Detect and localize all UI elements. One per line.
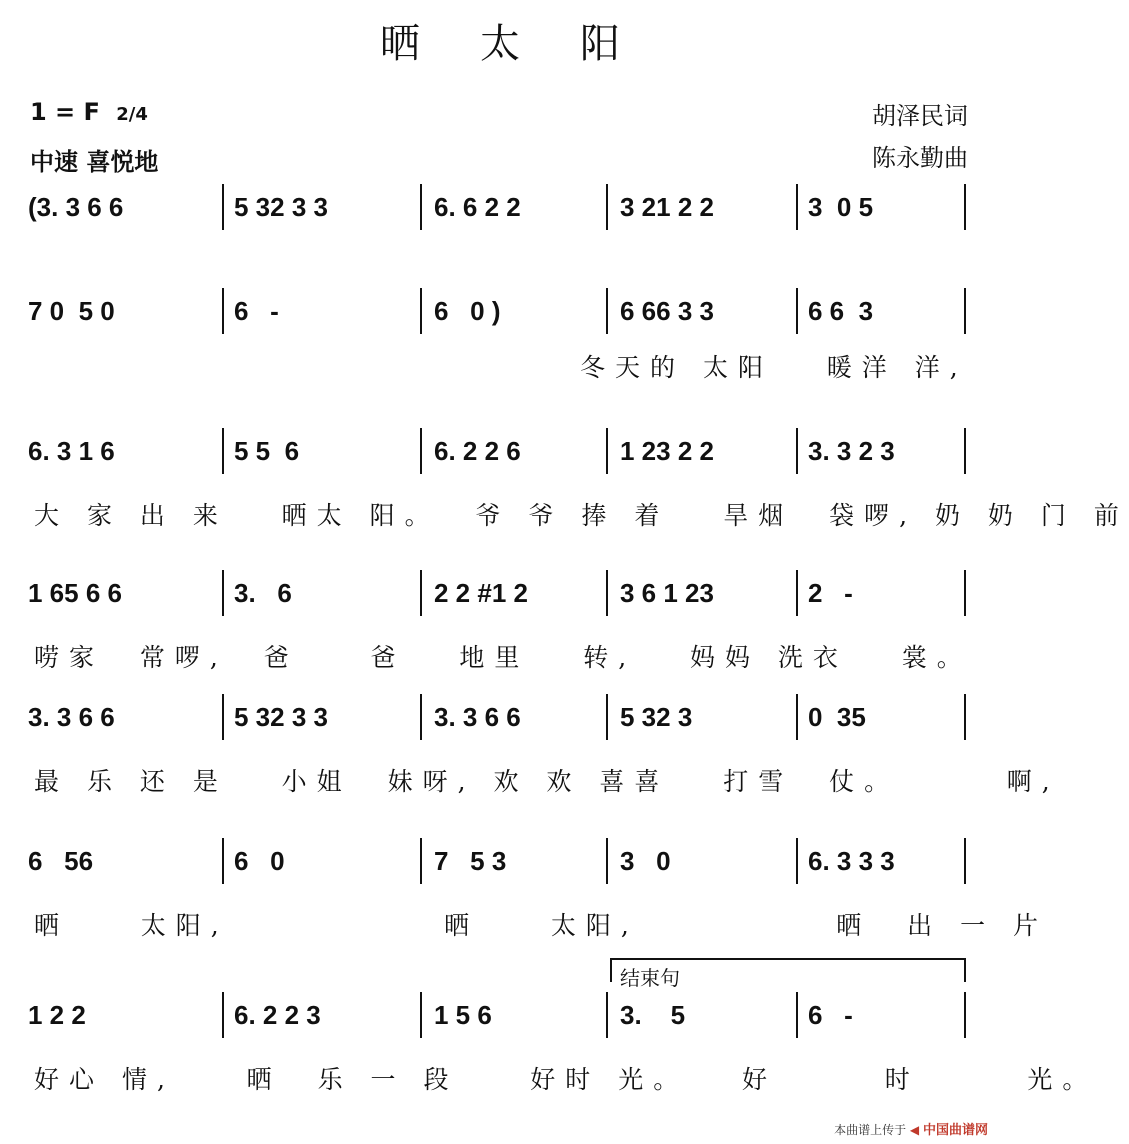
measure-notes: 3. 3 6 6 [434,702,521,732]
bar-line [964,184,966,230]
measure-notes: 3. 6 [234,578,292,608]
bar-line [964,428,966,474]
measure-notes: 6. 3 1 6 [28,436,115,466]
key-label: 1 = F [30,98,100,126]
bar-line [964,288,966,334]
measure-notes: 6 0 [234,846,285,876]
score-line [0,1000,1098,1094]
bar-line [964,838,966,884]
measure-notes: 5 32 3 [620,702,693,732]
bar-line [796,694,798,740]
measure-notes: (3. 3 6 6 [28,192,124,222]
bar-line [420,184,422,230]
song-title: 晒太阳 [380,21,680,67]
measure-notes: 6. 2 2 6 [434,436,521,466]
bar-line [420,838,422,884]
tempo-marking: 中速 喜悦地 [30,148,159,176]
ending-label: 结束句 [620,966,680,990]
measure-notes: 6 6 3 [808,296,874,326]
composer-credit: 陈永勤曲 [872,144,968,172]
measure-notes: 3 0 [620,846,671,876]
bar-line [222,570,224,616]
lyrics-line: 晒 太阳, 晒 太阳, 晒 出 一 片 [34,911,1049,940]
bar-line [420,694,422,740]
measure-notes: 3. 3 2 3 [808,436,895,466]
measure-notes: 6 - [808,1000,853,1030]
lyrics-line: 最 乐 还 是 小姐 妹呀, 欢 欢 喜喜 打雪 仗。 啊, [34,767,1060,796]
bar-line [222,694,224,740]
measure-notes: 1 23 2 2 [620,436,714,466]
footer-credit [834,1119,988,1138]
footer-brand: 中国曲谱网 [922,1123,988,1138]
bar-line [796,184,798,230]
footer-text: 本曲谱上传于 [834,1123,907,1137]
score-line [0,578,1000,672]
measure-notes: 6. 2 2 3 [234,1000,321,1030]
bar-line [222,838,224,884]
measure-notes: 6. 6 2 2 [434,192,521,222]
bar-line [222,992,224,1038]
bar-line [606,428,608,474]
measure-notes: 2 - [808,578,853,608]
measure-notes: 0 35 [808,702,866,732]
ending-bracket [610,958,966,990]
bar-line [222,428,224,474]
measure-notes: 1 65 6 6 [28,578,122,608]
lyricist-credit: 胡泽民词 [872,102,968,130]
measure-notes: 5 5 6 [234,436,300,466]
bar-line [964,694,966,740]
bar-line [606,184,608,230]
measure-notes: 3. 5 [620,1000,686,1030]
measure-notes: 5 32 3 3 [234,192,328,222]
score-line [0,436,1129,530]
time-signature: 2/4 [116,104,148,125]
measure-notes: 3. 3 6 6 [28,702,115,732]
measure-notes: 1 5 6 [434,1000,492,1030]
measure-notes: 1 2 2 [28,1000,86,1030]
bar-line [420,428,422,474]
bar-line [606,992,608,1038]
key-signature [30,98,148,126]
measure-notes: 6 56 [28,846,94,876]
bar-line [420,288,422,334]
bar-line [420,992,422,1038]
measure-notes: 7 0 5 0 [28,296,115,326]
bar-line [420,570,422,616]
bar-line [222,288,224,334]
bar-line [796,288,798,334]
score-line [0,192,1000,272]
score-line [0,702,1060,796]
measure-notes: 6 - [234,296,279,326]
bar-line [796,838,798,884]
bar-line [606,288,608,334]
bar-line [606,694,608,740]
measure-notes: 3 21 2 2 [620,192,714,222]
bar-line [964,992,966,1038]
lyrics-line: 冬天的 太阳 暖洋 洋, [580,353,968,382]
measure-notes: 6. 3 3 3 [808,846,895,876]
measure-notes: 5 32 3 3 [234,702,328,732]
measure-notes: 2 2 #1 2 [434,578,528,608]
bar-line [796,428,798,474]
lyrics-line: 好心 情, 晒 乐 一 段 好时 光。 好 时 光。 [34,1065,1098,1094]
measure-notes: 7 5 3 [434,846,507,876]
bar-line [796,570,798,616]
lyrics-line: 唠家 常啰, 爸 爸 地里 转, 妈妈 洗衣 裳。 [34,643,972,672]
bar-line [222,184,224,230]
measure-notes: 6 0 ) [434,296,501,326]
footer-logo-icon: ◀ [909,1123,920,1137]
measure-notes: 3 0 5 [808,192,874,222]
measure-notes: 6 66 3 3 [620,296,714,326]
bar-line [606,838,608,884]
bar-line [796,992,798,1038]
score-line [0,296,1000,382]
lyrics-line: 大 家 出 来 晒太 阳。 爷 爷 捧 着 旱烟 袋啰, 奶 奶 门 前 [34,501,1129,530]
bar-line [964,570,966,616]
score-line [0,846,1049,940]
measure-notes: 3 6 1 23 [620,578,714,608]
bar-line [606,570,608,616]
